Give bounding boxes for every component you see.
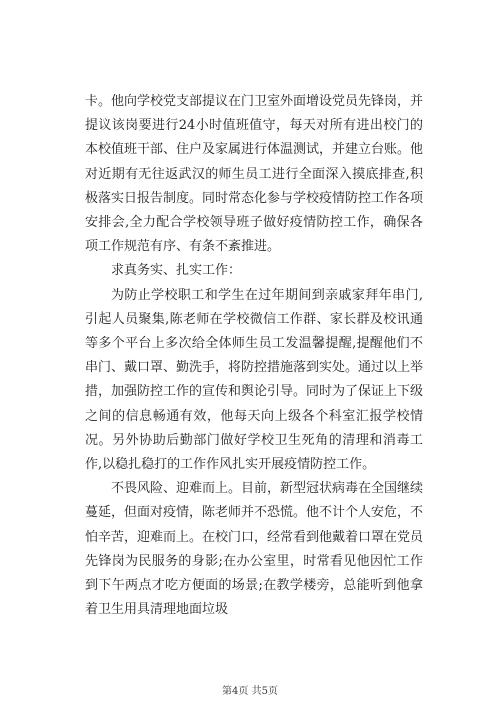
paragraph-continuation: 卡。他向学校党支部提议在门卫室外面增设党员先锋岗，并提议该岗要进行24小时值班值守，每天对所有进出校门的本校值班干部、住户及家属进行体温测试，并建立台账。他对近期有无往返武汉的师生员工进行全面深入摸底排查,积极落实日报告制度。同时常态化参与学校疫情防控工作各项安排会,全力配合学校领导班子做好疫情防控工作，确保各项工作规范有序、有条不紊推进。 [85,94,424,255]
paragraph-prevention: 为防止学校职工和学生在过年期间到亲戚家拜年串门,引起人员聚集,陈老师在学校微信工作群、家长群及校讯通等多个平台上多次给全体师生员工发温馨提醒,提醒他们不串门、戴口罩、勤洗手，将防控措施落到实处。通过以上举措，加强防控工作的宣传和舆论引导。同时为了保证上下级之间的信息畅通有效，他每天向上级各个科室汇报学校情况。另外协助后勤部门做好学校卫生死角的清理和消毒工作,以稳扎稳打的工作作风扎实开展疫情防控工作。 [85,287,424,473]
paragraph-courage: 不畏风险、迎难而上。目前，新型冠状病毒在全国继续蔓延，但面对疫情，陈老师并不恐慌。他不计个人安危，不怕辛苦，迎难而上。在校门口，经常看到他戴着口罩在党员先锋岗为民服务的身影;在办公室里，时常看见他因忙工作到下午两点才吃方便面的场景;在教学楼旁，总能听到他拿着卫生用具清理地面垃圾 [85,481,424,618]
document-body [85,90,423,622]
section-heading: 求真务实、扎实工作： [111,263,242,279]
page-footer: 第4页 共5页 [222,686,278,697]
